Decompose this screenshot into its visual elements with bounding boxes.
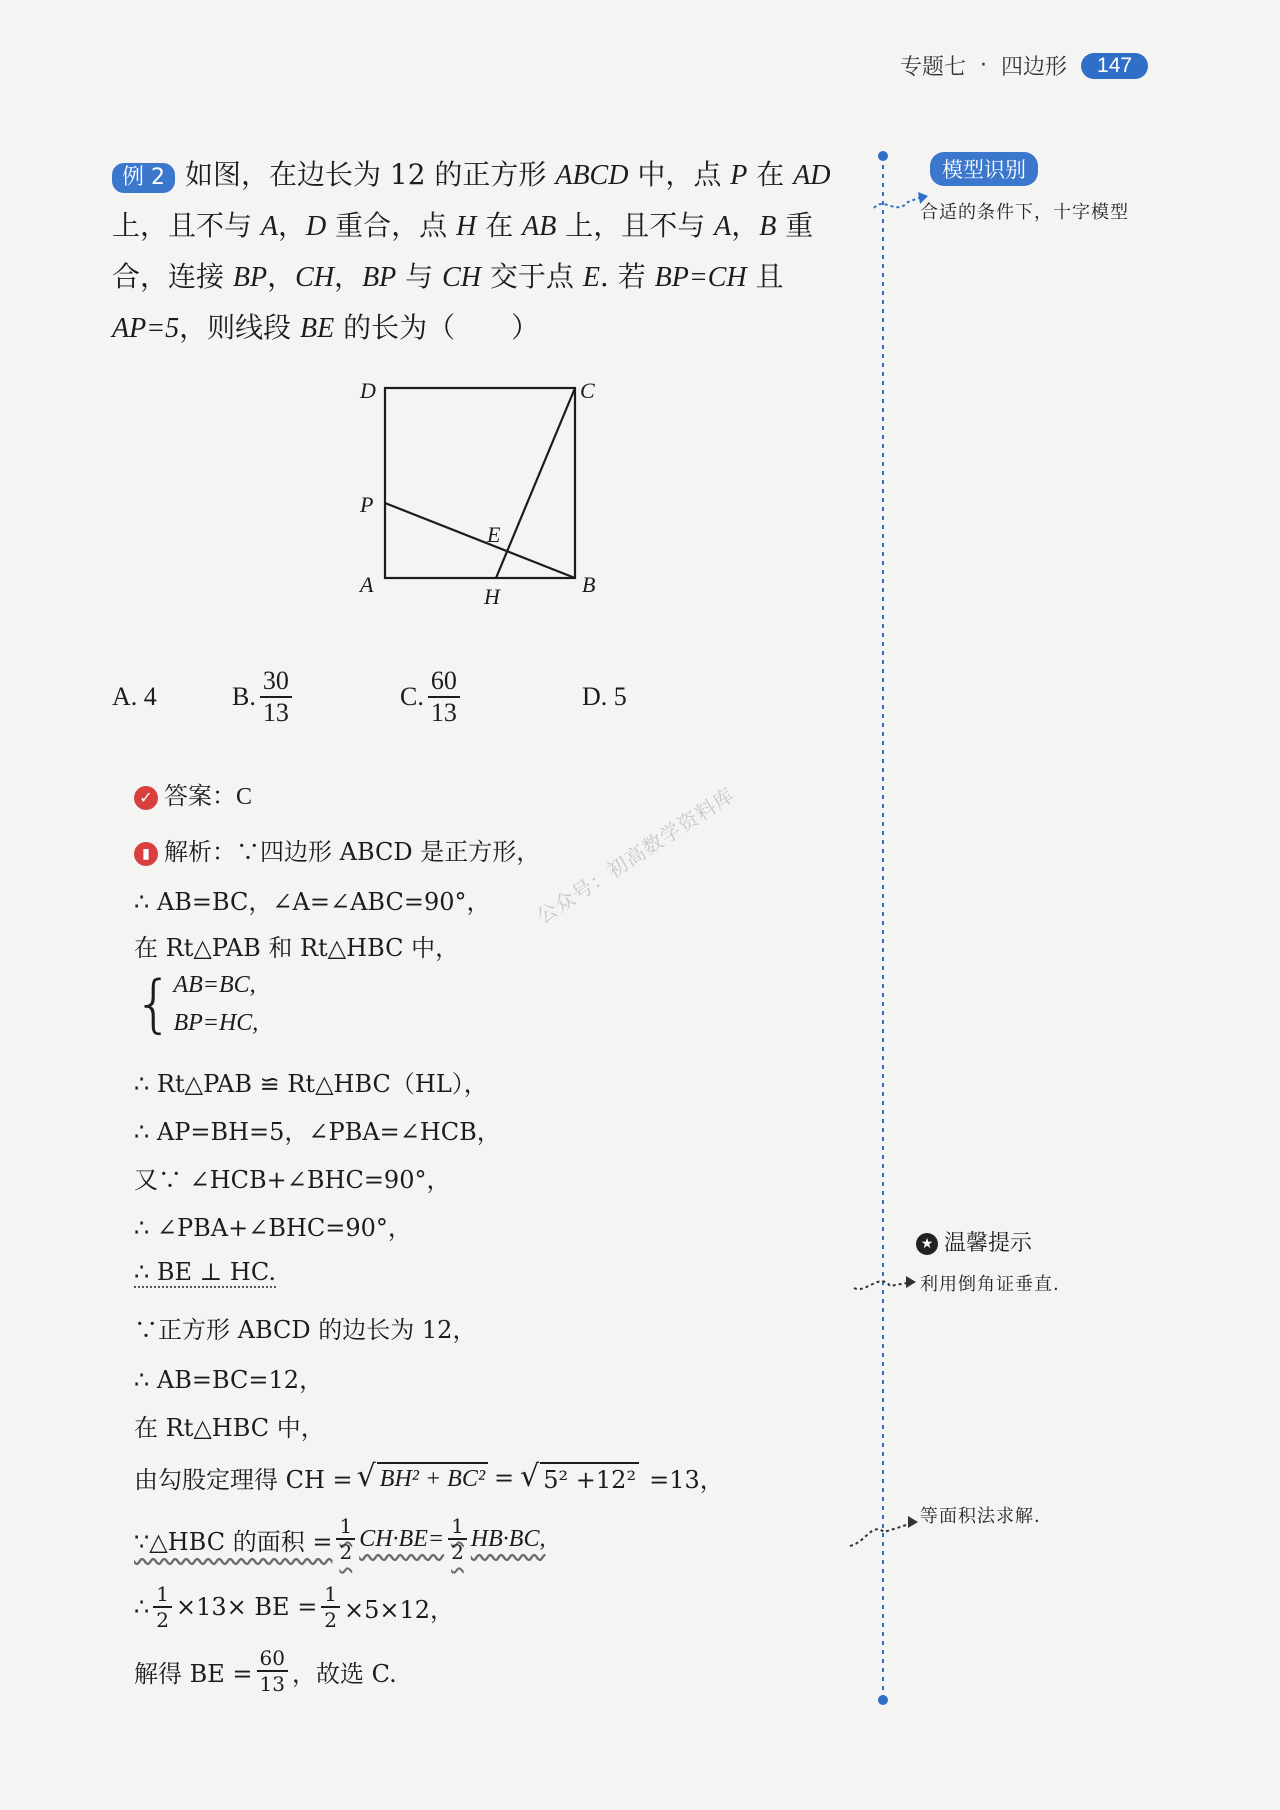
problem-text: 上，且不与 <box>556 209 715 242</box>
divider-bottom-dot <box>878 1695 888 1705</box>
solution-text: 解得 BE = <box>134 1659 253 1688</box>
problem-var: BP <box>232 262 268 293</box>
brace-symbol: { <box>134 967 174 1040</box>
solution-line: ∴ Rt△PAB ≌ Rt△HBC（HL）， <box>134 1070 488 1098</box>
example-badge: 例 2 <box>112 163 175 193</box>
choice-value: 4 <box>143 682 157 711</box>
solution-line-perpendicular: ∴ BE ⊥ HC. <box>134 1258 276 1286</box>
fraction-numerator: 1 <box>336 1516 355 1540</box>
problem-text: ， <box>334 260 363 293</box>
square-figure <box>350 370 610 630</box>
solution-line: ∵四边形 ABCD 是正方形， <box>236 838 541 866</box>
sqrt-body: 5² +12² <box>540 1462 639 1494</box>
solution-line: ∴ AB=BC，∠A=∠ABC=90°， <box>134 888 491 916</box>
solution-text: ∵△HBC 的面积 = <box>134 1527 333 1556</box>
problem-var: E <box>582 262 600 293</box>
choices <box>112 668 627 726</box>
arrow-icon <box>846 1512 922 1552</box>
problem-text: 交于点 <box>481 260 583 293</box>
choice-letter: B. <box>232 682 256 711</box>
system-eq: BP=HC, <box>173 1010 259 1036</box>
problem-text: . 若 <box>599 260 655 293</box>
solution-line: 在 Rt△PAB 和 Rt△HBC 中， <box>134 934 460 962</box>
choice-b <box>232 668 400 726</box>
problem-text: 在 <box>747 158 794 191</box>
tip-heading <box>916 1226 1032 1257</box>
label-d: D <box>360 378 376 403</box>
solution-label: 解析： <box>164 838 236 866</box>
problem-text: 中，点 <box>628 158 731 191</box>
solution-line: ∵正方形 ABCD 的边长为 12， <box>134 1316 477 1344</box>
choice-a <box>112 682 232 712</box>
problem-text: ， <box>731 209 760 242</box>
solution-line: ∴ AP=BH=5，∠PBA=∠HCB， <box>134 1118 501 1146</box>
result-line <box>134 1648 397 1694</box>
star-icon: ★ <box>916 1233 938 1255</box>
problem-var: A <box>260 211 279 242</box>
topic-label: 四边形 <box>1001 55 1068 80</box>
fraction-denominator: 2 <box>324 1608 338 1632</box>
fraction-denominator: 13 <box>259 1672 285 1696</box>
label-e: E <box>487 522 501 547</box>
label-h: H <box>484 584 500 609</box>
choice-letter: C. <box>400 682 424 711</box>
fraction-numerator: 30 <box>260 668 292 698</box>
header-dot: · <box>980 53 988 78</box>
page-number-badge: 147 <box>1081 53 1148 79</box>
solution-text: CH·BE= <box>359 1525 445 1552</box>
choice-letter: A. <box>112 682 138 711</box>
sqrt-expression: √ 5² +12² <box>520 1462 639 1494</box>
problem-text: ，则线段 <box>179 311 301 344</box>
solution-line: 在 Rt△HBC 中， <box>134 1414 325 1442</box>
problem-var: CH <box>295 262 335 293</box>
problem-var: P <box>730 160 748 191</box>
fraction-denominator: 13 <box>262 698 289 727</box>
problem-text: 如图，在边长为 12 的正方形 <box>185 158 556 191</box>
label-p: P <box>360 492 374 517</box>
model-badge: 模型识别 <box>930 152 1038 186</box>
fraction-numerator: 1 <box>153 1584 172 1608</box>
problem-text: ， <box>267 260 296 293</box>
solution-system <box>134 966 258 1042</box>
problem-var: AB <box>522 211 557 242</box>
problem-text: ， <box>278 209 307 242</box>
tip-title: 温馨提示 <box>944 1231 1033 1256</box>
choice-letter: D. <box>582 682 608 711</box>
arrow-icon <box>850 1268 920 1298</box>
solution-intro <box>134 832 540 867</box>
answer-line <box>134 776 252 811</box>
fraction-numerator: 1 <box>448 1516 467 1540</box>
solution-text: ∴ <box>134 1593 150 1621</box>
problem-var: BP <box>362 262 397 293</box>
page-header <box>900 50 1148 81</box>
chart-icon: ▮ <box>134 842 158 866</box>
area-note: 等面积法求解. <box>920 1506 1041 1527</box>
solution-text: = <box>494 1463 515 1492</box>
fraction-denominator: 13 <box>430 698 457 727</box>
solution-line: ∴ ∠PBA+∠BHC=90°， <box>134 1214 412 1242</box>
solution-line: ∴ AB=BC=12， <box>134 1366 324 1394</box>
problem-var: ABCD <box>555 160 629 191</box>
problem-var: BE <box>300 313 335 344</box>
label-c: C <box>580 378 595 403</box>
problem-var: A <box>714 211 732 242</box>
sqrt-body: BH² + BC² <box>377 1462 488 1493</box>
check-icon: ✓ <box>134 786 158 810</box>
choice-value: 5 <box>613 682 627 711</box>
solution-text: ×5×12， <box>344 1595 455 1624</box>
problem-var: AP=5 <box>112 313 180 344</box>
label-a: A <box>360 572 374 597</box>
choice-c <box>400 668 582 726</box>
margin-divider <box>868 150 898 1710</box>
fraction-numerator: 1 <box>321 1584 340 1608</box>
divider-top-dot <box>878 151 888 161</box>
solution-text: 由勾股定理得 CH = <box>134 1466 353 1494</box>
system-eq: AB=BC, <box>173 972 256 998</box>
problem-text: 重合，点 <box>326 209 457 242</box>
problem-var: H <box>456 211 477 242</box>
problem-statement <box>112 150 852 354</box>
problem-text: 在 <box>476 209 523 242</box>
problem-text: 重合，连接 <box>112 209 814 293</box>
solution-text: =13， <box>649 1466 724 1494</box>
pythagoras-line <box>134 1460 724 1495</box>
area-line <box>134 1516 545 1562</box>
choice-d <box>582 682 627 712</box>
solution-text: ×13× BE = <box>176 1593 318 1621</box>
problem-var: B <box>759 211 777 242</box>
problem-var: BP=CH <box>654 262 747 293</box>
problem-var: D <box>306 211 327 242</box>
answer-value: C <box>236 784 253 810</box>
segment-ch <box>496 388 575 578</box>
fraction-denominator: 2 <box>156 1608 170 1632</box>
solution-text: HB·BC, <box>470 1525 546 1552</box>
segment-bp <box>385 503 575 578</box>
label-b: B <box>582 572 596 597</box>
problem-text: 且 <box>746 260 784 293</box>
tip-note: 利用倒角证垂直. <box>920 1274 1060 1295</box>
problem-var: AD <box>793 160 831 191</box>
square-abcd <box>385 388 575 578</box>
sqrt-expression: √ BH² + BC² <box>357 1462 488 1493</box>
watermark: 公众号：初高数学资料库 <box>532 782 739 929</box>
problem-var: CH <box>442 262 481 293</box>
fraction-numerator: 60 <box>428 668 460 698</box>
chapter-label: 专题七 <box>900 55 967 80</box>
problem-text: 的长为（ ） <box>334 311 540 344</box>
answer-label: 答案： <box>164 782 236 810</box>
model-note: 合适的条件下，十字模型 <box>920 202 1129 223</box>
problem-text: 上，且不与 <box>112 209 261 242</box>
solution-text: ，故选 C. <box>291 1659 397 1688</box>
solution-line: 又∵ ∠HCB+∠BHC=90°， <box>134 1166 451 1194</box>
fraction-denominator: 2 <box>451 1540 464 1564</box>
equation-line <box>134 1584 454 1630</box>
problem-text: 与 <box>396 260 443 293</box>
fraction-denominator: 2 <box>339 1540 353 1564</box>
fraction-numerator: 60 <box>257 1648 288 1672</box>
